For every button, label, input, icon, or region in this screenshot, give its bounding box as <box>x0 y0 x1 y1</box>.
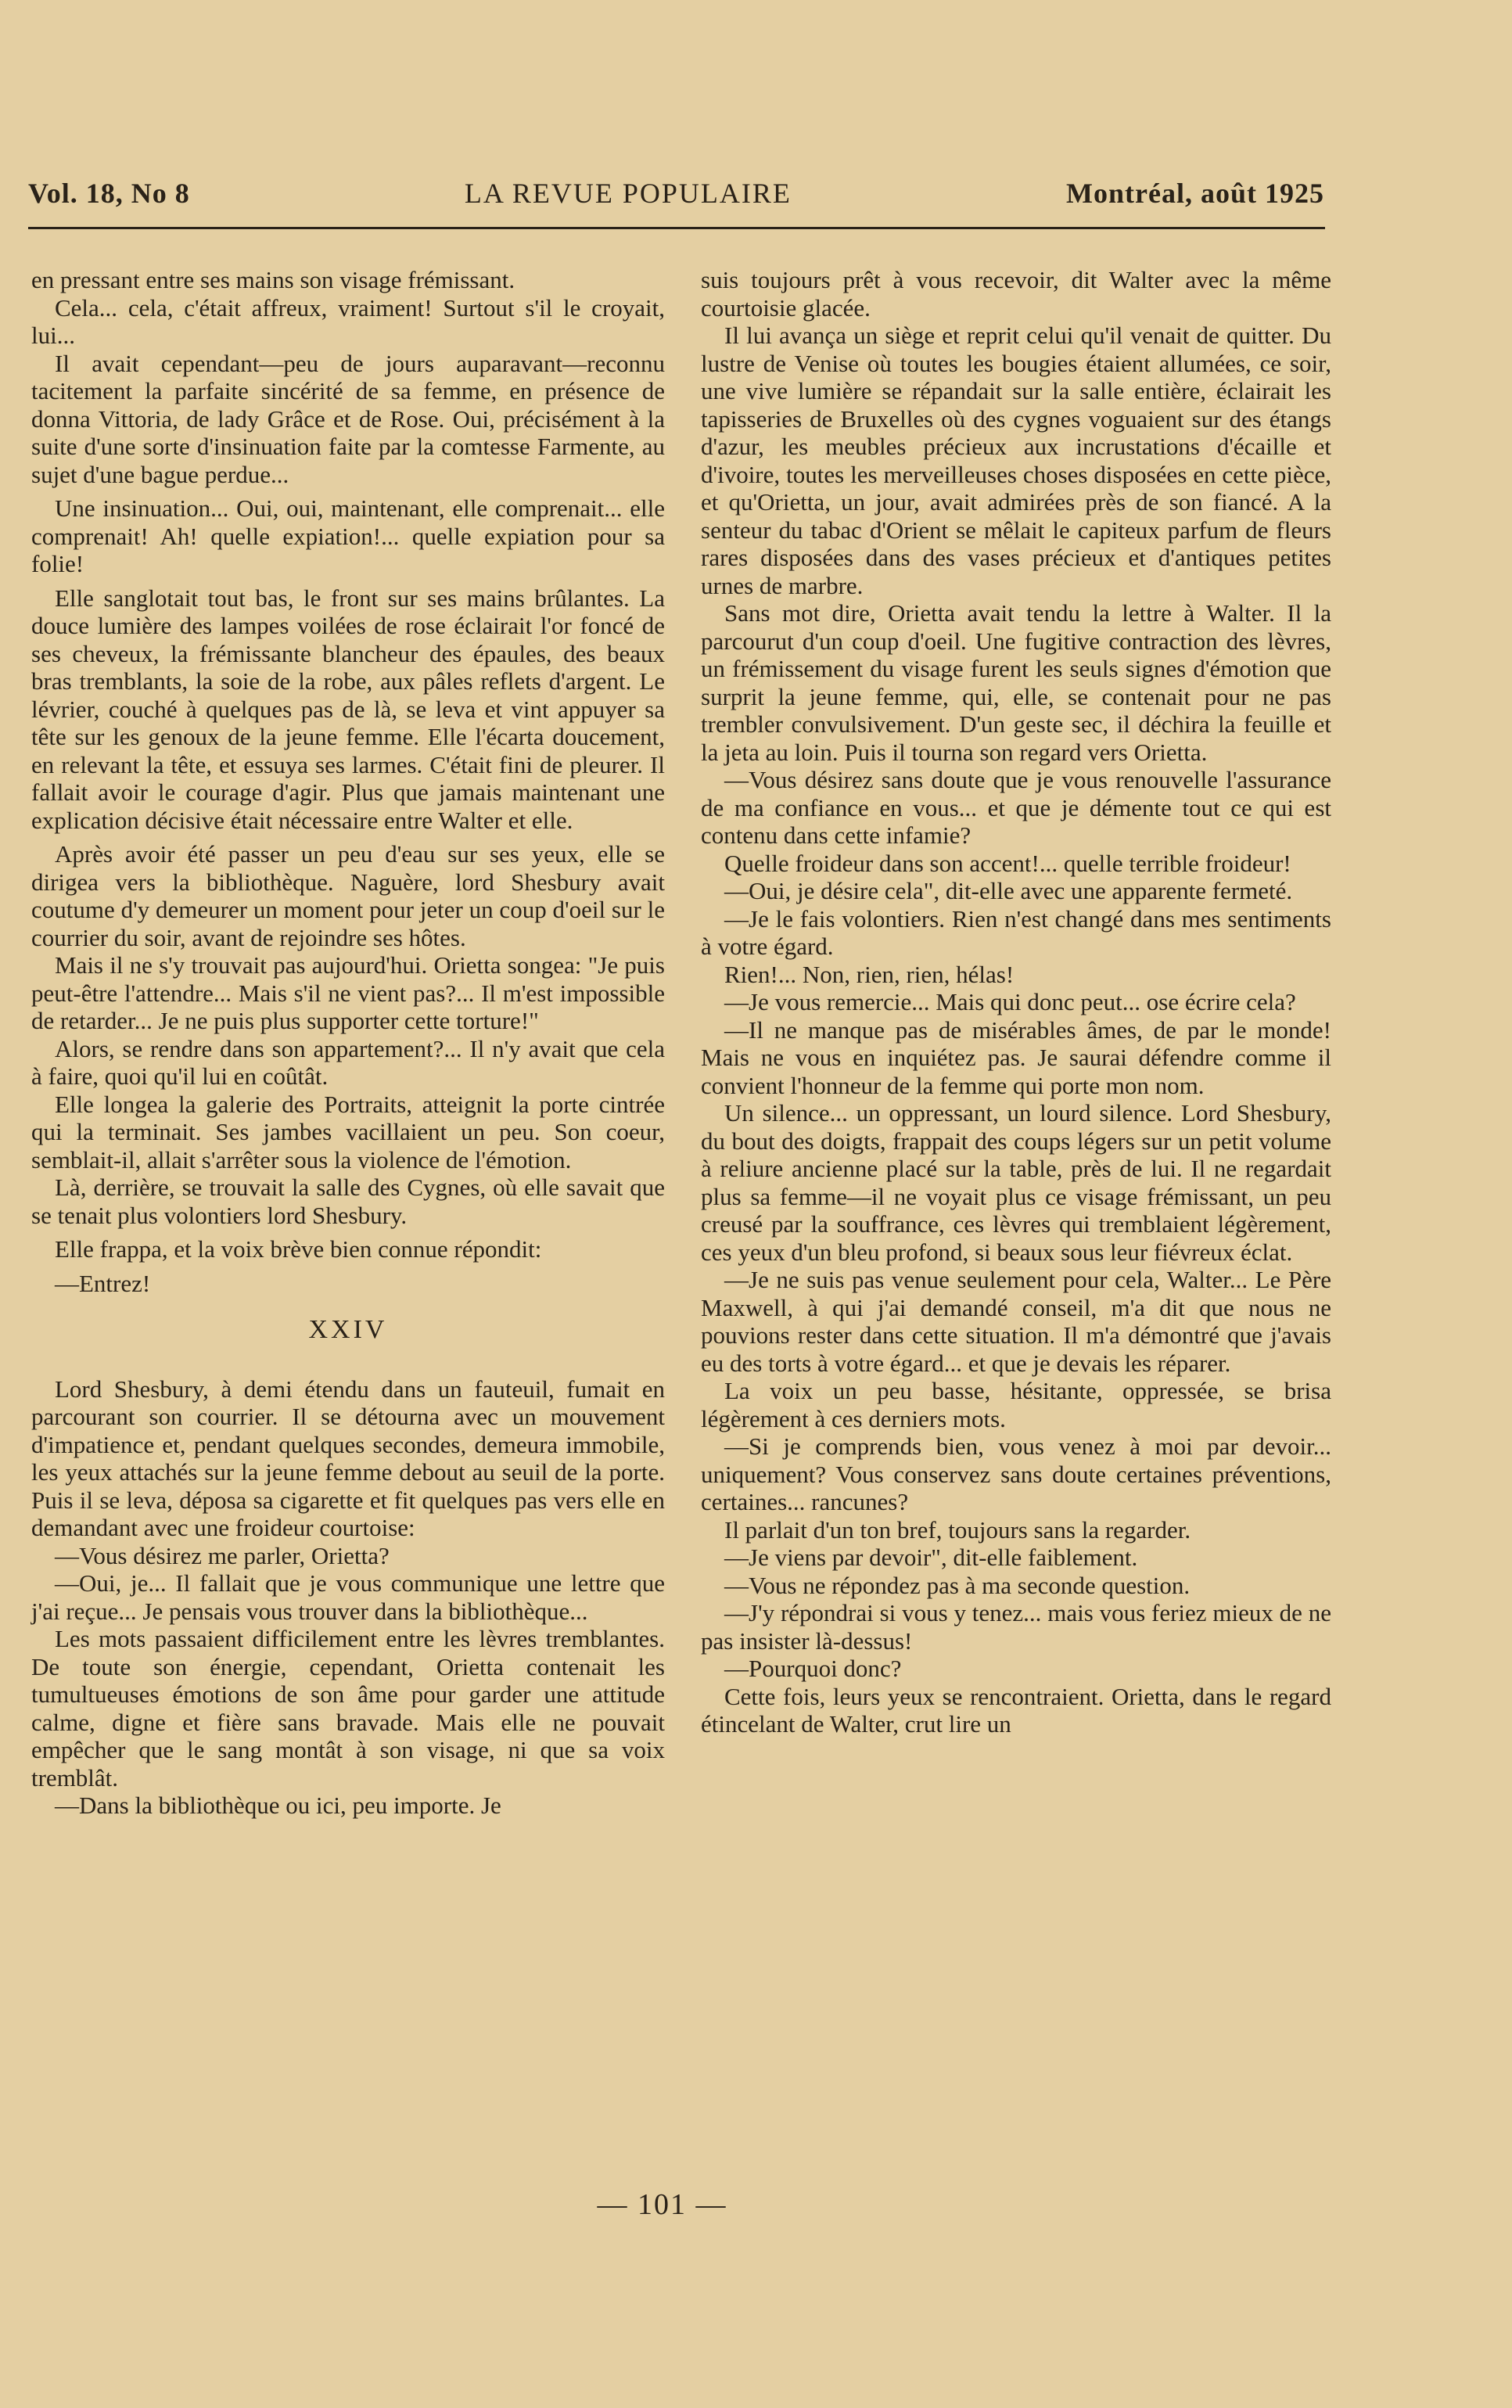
chapter-heading: XXIV <box>308 1315 388 1344</box>
paragraph: Il lui avança un siège et reprit celui qu'il venait de quitter. Du lustre de Venise où toutes les bougies étaient allumées, ce soir, une vive lumière se répandait sur la salle entière, éclairait les tapisseries de Bruxelles où des cygnes voguaient sur des étangs d'azur, les meubles précieux aux incrustations d'écaille et d'ivoire, toutes les merveilleuses choses disposées en cette pièce, et qu'Orietta, un jour, avait admirées près de son fiancé. A la senteur du tabac d'Orient se mêlait le capiteux parfum de fleurs rares disposées dans des vases précieux et d'antiques petites urnes de marbre. <box>701 322 1331 599</box>
volume-number: Vol. 18, No 8 <box>28 178 190 209</box>
paragraph: Alors, se rendre dans son appartement?... Il n'y avait que cela à faire, quoi qu'il lui en coûtât. <box>31 1034 665 1090</box>
place-date: Montréal, août 1925 <box>1066 178 1324 209</box>
paragraph: —Oui, je... Il fallait que je vous communique une lettre que j'ai reçue... Je pensais vous trouver dans la bibliothèque... <box>31 1569 665 1625</box>
paragraph: Sans mot dire, Orietta avait tendu la lettre à Walter. Il la parcourut d'un coup d'oeil. Une fugitive contraction des lèvres, un frémissement du visage furent les seuls signes d'émotion que surprit la jeune femme, qui, elle, se contenait pour ne pas trembler convulsivement. D'un geste sec, il déchira la feuille et la jeta au loin. Puis il tourna son regard vers Orietta. <box>701 599 1331 766</box>
paragraph: Quelle froideur dans son accent!... quelle terrible froideur! <box>724 849 1291 877</box>
paragraph: —Pourquoi donc? <box>724 1655 902 1682</box>
paragraph: La voix un peu basse, hésitante, oppressée, se brisa légèrement à ces derniers mots. <box>701 1377 1331 1432</box>
paragraph: Rien!... Non, rien, rien, hélas! <box>724 960 1015 988</box>
paragraph: Cela... cela, c'était affreux, vraiment! Surtout s'il le croyait, lui... <box>31 293 665 349</box>
paragraph: —Je vous remercie... Mais qui donc peut... ose écrire cela? <box>724 988 1296 1015</box>
paragraph: —Il ne manque pas de misérables âmes, de par le monde! Mais ne vous en inquiétez pas. Je saurai défendre comme il convient l'honneur de la femme qui porte mon nom. <box>701 1015 1331 1099</box>
paragraph: Mais il ne s'y trouvait pas aujourd'hui. Orietta songea: "Je puis peut-être l'attendre... Mais s'il ne vient pas?... Il m'est impossible de retarder... Je ne puis plus supporter cette torture!" <box>31 951 665 1034</box>
paragraph: Il avait cependant—peu de jours auparavant—reconnu tacitement la parfaite sincérité de sa femme, en présence de donna Vittoria, de lady Grâce et de Rose. Oui, précisément à la suite d'une sorte d'insinuation faite par la comtesse Farmente, au sujet d'une bague perdue... <box>31 349 665 488</box>
paragraph: —Je ne suis pas venue seulement pour cela, Walter... Le Père Maxwell, à qui j'ai demandé conseil, m'a dit que nous ne pouvions rester dans cette situation. Il m'a démontré que j'avais eu des torts à votre égard... et que je devais les réparer. <box>701 1266 1331 1377</box>
paragraph: Lord Shesbury, à demi étendu dans un fauteuil, fumait en parcourant son courrier. Il se détourna avec un mouvement d'impatience et, pendant quelques secondes, demeura immobile, les yeux attachés sur la jeune femme debout au seuil de la porte. Puis il se leva, déposa sa cigarette et fit quelques pas vers elle en demandant avec une froideur courtoise: <box>31 1375 665 1541</box>
paragraph: Il parlait d'un ton bref, toujours sans la regarder. <box>724 1515 1191 1544</box>
paragraph: Les mots passaient difficilement entre les lèvres tremblantes. De toute son énergie, cependant, Orietta contenait les tumultueuses émotions de son âme pour garder une attitude calme, digne et fière sans bravade. Mais elle ne pouvait empêcher que le sang montât à son visage, ni que sa voix tremblât. <box>31 1625 665 1792</box>
paragraph: —Je viens par devoir", dit-elle faiblement. <box>724 1544 1138 1571</box>
paragraph: —Entrez! <box>55 1269 151 1297</box>
paragraph: Là, derrière, se trouvait la salle des Cygnes, où elle savait que se tenait plus volontiers lord Shesbury. <box>31 1173 665 1229</box>
paragraph: Après avoir été passer un peu d'eau sur ses yeux, elle se dirigea vers la bibliothèque. Naguère, lord Shesbury avait coutume d'y demeurer un moment pour jeter un coup d'oeil sur le courrier du soir, avant de rejoindre ses hôtes. <box>31 840 665 951</box>
paragraph: Un silence... un oppressant, un lourd silence. Lord Shesbury, du bout des doigts, frappait des coups légers sur un petit volume à reliure ancienne placé sur la table, près de lui. Il ne regardait plus sa femme—il ne voyait plus ce visage frémissant, un peu creusé par la souffrance, ces lèvres qui tremblaient légèrement, ces yeux d'un bleu profond, si beaux sous leur fiévreux éclat. <box>701 1099 1331 1266</box>
paragraph: suis toujours prêt à vous recevoir, dit Walter avec la même courtoisie glacée. <box>701 266 1331 322</box>
paragraph: Elle sanglotait tout bas, le front sur ses mains brûlantes. La douce lumière des lampes voilées de rose éclairait l'or foncé de ses cheveux, la frémissante blancheur des épaules, des beaux bras tremblants, la soie de la robe, aux pâles reflets d'argent. Le lévrier, couché à quelques pas de là, se leva et vint appuyer sa tête sur les genoux de la jeune femme. Elle l'écarta doucement, en relevant la tête, et essuya ses larmes. C'était fini de pleurer. Il fallait avoir le courage d'agir. Plus que jamais maintenant une explication décisive était nécessaire entre Walter et elle. <box>31 584 665 834</box>
paragraph: Une insinuation... Oui, oui, maintenant, elle comprenait... elle comprenait! Ah! quelle expiation!... quelle expiation pour sa folie! <box>31 494 665 577</box>
paragraph: Cette fois, leurs yeux se rencontraient. Orietta, dans le regard étincelant de Walter, crut lire un <box>701 1682 1331 1738</box>
paragraph: Elle frappa, et la voix brève bien connue répondit: <box>55 1235 542 1263</box>
publication-title: LA REVUE POPULAIRE <box>464 178 792 209</box>
left-column <box>31 266 665 1820</box>
paragraph: —Je le fais volontiers. Rien n'est changé dans mes sentiments à votre égard. <box>701 904 1331 960</box>
paragraph: —Vous désirez sans doute que je vous renouvelle l'assurance de ma confiance en vous... et que je démente tout ce qui est contenu dans cette infamie? <box>701 766 1331 849</box>
paragraph: —Si je comprends bien, vous venez à moi par devoir... uniquement? Vous conservez sans doute certaines préventions, certaines... rancunes? <box>701 1432 1331 1515</box>
paragraph: —Vous désirez me parler, Orietta? <box>55 1541 390 1569</box>
paragraph: —Oui, je désire cela", dit-elle avec une apparente fermeté. <box>724 877 1293 904</box>
page-header <box>28 177 1324 210</box>
paragraph: Elle longea la galerie des Portraits, atteignit la porte cintrée qui la terminait. Ses jambes vacillaient un peu. Son coeur, semblait-il, allait s'arrêter sous la violence de l'émotion. <box>31 1090 665 1173</box>
page-number: — 101 — <box>597 2188 727 2221</box>
header-rule <box>28 227 1325 229</box>
paragraph: —J'y répondrai si vous y tenez... mais vous feriez mieux de ne pas insister là-dessus! <box>701 1599 1331 1655</box>
paragraph: —Vous ne répondez pas à ma seconde question. <box>724 1571 1191 1599</box>
paragraph: —Dans la bibliothèque ou ici, peu importe. Je <box>55 1792 501 1819</box>
right-column <box>701 266 1331 1738</box>
paragraph: en pressant entre ses mains son visage frémissant. <box>31 266 515 293</box>
